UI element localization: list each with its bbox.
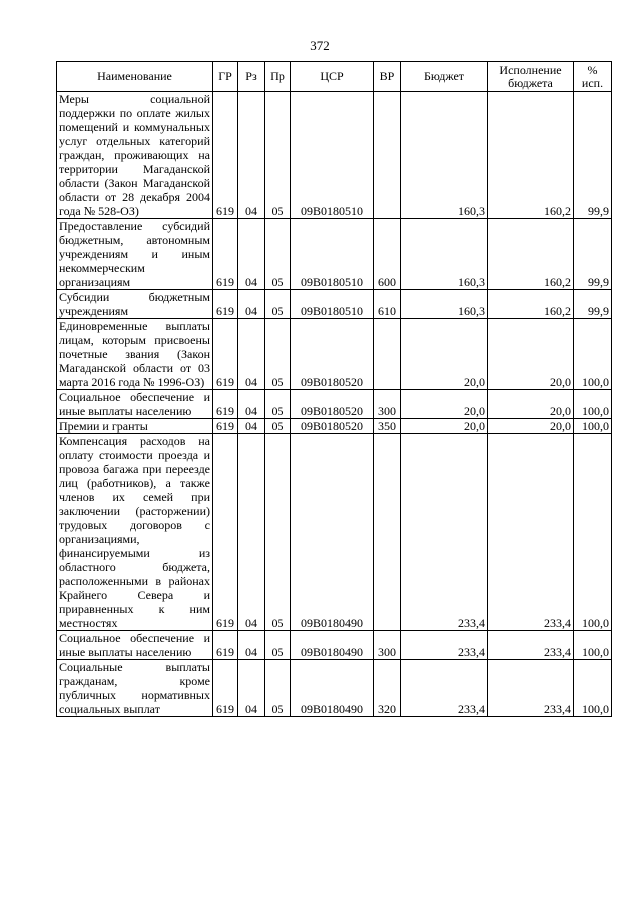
row-execution: 233,4 [488,631,574,660]
row-budget: 233,4 [401,434,488,631]
row-execution: 20,0 [488,419,574,434]
row-percent: 100,0 [574,319,612,390]
header-percent: % исп. [574,62,612,92]
row-percent: 100,0 [574,660,612,717]
header-pr: Пр [265,62,291,92]
table-row [57,390,612,419]
row-rz: 04 [238,290,265,319]
row-vr: 610 [374,290,401,319]
row-gr: 619 [213,631,238,660]
row-percent: 99,9 [574,290,612,319]
row-gr: 619 [213,390,238,419]
row-csr: 09В0180510 [291,290,374,319]
row-execution: 20,0 [488,319,574,390]
row-csr: 09В0180520 [291,319,374,390]
row-name: Единовременные выплаты лицам, которым присвоены почетные звания (Закон Магаданской области от 03 марта 2016 года № 1996-ОЗ) [57,319,213,390]
row-pr: 05 [265,660,291,717]
row-pr: 05 [265,319,291,390]
row-name: Субсидии бюджетным учреждениям [57,290,213,319]
row-csr: 09В0180510 [291,92,374,219]
row-pr: 05 [265,631,291,660]
row-execution: 233,4 [488,434,574,631]
header-gr: ГР [213,62,238,92]
row-rz: 04 [238,631,265,660]
header-rz: Рз [238,62,265,92]
row-execution: 160,2 [488,290,574,319]
row-gr: 619 [213,319,238,390]
row-csr: 09В0180510 [291,219,374,290]
row-csr: 09В0180520 [291,390,374,419]
row-vr [374,319,401,390]
row-pr: 05 [265,219,291,290]
header-execution: Исполнение бюджета [488,62,574,92]
table-row [57,434,612,631]
row-rz: 04 [238,434,265,631]
row-budget: 233,4 [401,631,488,660]
row-budget: 20,0 [401,390,488,419]
row-csr: 09В0180520 [291,419,374,434]
row-percent: 100,0 [574,631,612,660]
row-gr: 619 [213,290,238,319]
row-rz: 04 [238,660,265,717]
row-name: Премии и гранты [57,419,213,434]
row-pr: 05 [265,92,291,219]
table-row [57,660,612,717]
row-pr: 05 [265,390,291,419]
header-name: Наименование [57,62,213,92]
row-budget: 20,0 [401,419,488,434]
row-name: Социальное обеспечение и иные выплаты населению [57,631,213,660]
row-gr: 619 [213,92,238,219]
row-csr: 09В0180490 [291,660,374,717]
budget-table [56,61,612,717]
row-execution: 160,2 [488,92,574,219]
table-row [57,219,612,290]
row-name: Меры социальной поддержки по оплате жилых помещений и коммунальных услуг отдельных категорий граждан, проживающих на территории Магаданской области (Закон Магаданской области от 28 декабря 2004 года № 528-ОЗ) [57,92,213,219]
row-pr: 05 [265,434,291,631]
row-budget: 20,0 [401,319,488,390]
header-budget: Бюджет [401,62,488,92]
row-execution: 233,4 [488,660,574,717]
row-percent: 99,9 [574,219,612,290]
row-rz: 04 [238,390,265,419]
row-gr: 619 [213,660,238,717]
row-name: Социальное обеспечение и иные выплаты населению [57,390,213,419]
row-gr: 619 [213,419,238,434]
table-row [57,419,612,434]
header-vr: ВР [374,62,401,92]
row-pr: 05 [265,290,291,319]
row-name: Предоставление субсидий бюджетным, автономным учреждениям и иным некоммерческим организациям [57,219,213,290]
row-name: Социальные выплаты гражданам, кроме публичных нормативных социальных выплат [57,660,213,717]
row-rz: 04 [238,419,265,434]
row-vr: 320 [374,660,401,717]
row-percent: 100,0 [574,434,612,631]
row-vr: 300 [374,390,401,419]
row-percent: 100,0 [574,419,612,434]
row-vr: 300 [374,631,401,660]
table-row [57,290,612,319]
table-row [57,319,612,390]
table-row [57,631,612,660]
row-rz: 04 [238,219,265,290]
row-percent: 100,0 [574,390,612,419]
row-execution: 160,2 [488,219,574,290]
row-vr [374,92,401,219]
row-execution: 20,0 [488,390,574,419]
row-rz: 04 [238,92,265,219]
row-vr [374,434,401,631]
row-gr: 619 [213,219,238,290]
row-budget: 160,3 [401,92,488,219]
table-header-row [57,62,612,92]
row-budget: 160,3 [401,219,488,290]
row-gr: 619 [213,434,238,631]
row-vr: 350 [374,419,401,434]
table-row [57,92,612,219]
row-csr: 09В0180490 [291,434,374,631]
row-vr: 600 [374,219,401,290]
row-pr: 05 [265,419,291,434]
row-rz: 04 [238,319,265,390]
header-csr: ЦСР [291,62,374,92]
row-budget: 160,3 [401,290,488,319]
row-csr: 09В0180490 [291,631,374,660]
page-number: 372 [310,38,330,53]
row-budget: 233,4 [401,660,488,717]
row-percent: 99,9 [574,92,612,219]
row-name: Компенсация расходов на оплату стоимости проезда и провоза багажа при переезде лиц (работников), а также членов их семей при заключении (расторжении) трудовых договоров с организациями, финансируемыми из областного бюджета, расположенными в районах Крайнего Севера и приравненных к ним местностях [57,434,213,631]
